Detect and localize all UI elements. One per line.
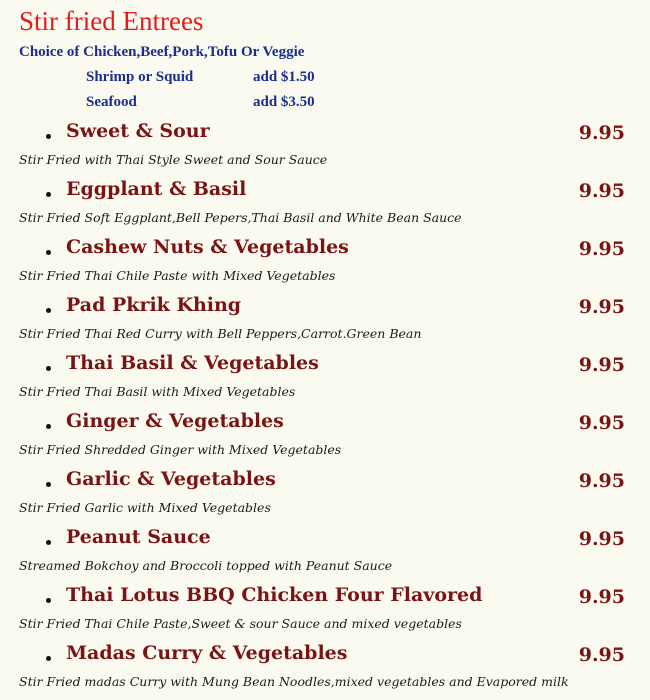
item-price: 9.95	[578, 238, 625, 260]
item-price: 9.95	[578, 412, 625, 434]
addon-name-shrimp-squid: Shrimp or Squid	[86, 69, 194, 85]
bullet-icon	[46, 192, 51, 197]
item-description: Stir Fried madas Curry with Mung Bean Noodles,mixed vegetables and Evapored milk	[19, 674, 569, 689]
bullet-icon	[46, 424, 51, 429]
item-description: Stir Fried Thai Chile Paste,Sweet & sour Sauce and mixed vegetables	[19, 616, 462, 631]
item-description: Streamed Bokchoy and Broccoli topped with Peanut Sauce	[19, 558, 393, 573]
item-name: Thai Lotus BBQ Chicken Four Flavored	[66, 584, 483, 606]
item-name: Cashew Nuts & Vegetables	[66, 236, 349, 258]
bullet-icon	[46, 250, 51, 255]
item-description: Stir Fried with Thai Style Sweet and Sour Sauce	[19, 152, 328, 167]
item-description: Stir Fried Soft Eggplant,Bell Pepers,Thai Basil and White Bean Sauce	[19, 210, 462, 225]
item-price: 9.95	[578, 470, 625, 492]
item-price: 9.95	[578, 296, 625, 318]
menu-items-list	[0, 120, 650, 700]
menu-item	[0, 642, 650, 700]
item-description: Stir Fried Thai Basil with Mixed Vegetables	[19, 384, 296, 399]
menu-item	[0, 236, 650, 294]
menu-item	[0, 468, 650, 526]
item-name: Madas Curry & Vegetables	[66, 642, 348, 664]
menu-item	[0, 178, 650, 236]
item-price: 9.95	[578, 180, 625, 202]
bullet-icon	[46, 540, 51, 545]
item-description: Stir Fried Thai Chile Paste with Mixed Vegetables	[19, 268, 336, 283]
item-price: 9.95	[578, 122, 625, 144]
item-description: Stir Fried Thai Red Curry with Bell Peppers,Carrot.Green Bean	[19, 326, 422, 341]
item-name: Thai Basil & Vegetables	[66, 352, 319, 374]
protein-choice-text: Choice of Chicken,Beef,Pork,Tofu Or Veggie	[19, 44, 305, 60]
item-description: Stir Fried Garlic with Mixed Vegetables	[19, 500, 271, 515]
addon-price-seafood: add $3.50	[253, 94, 315, 110]
page-title: Stir fried Entrees	[19, 6, 204, 36]
item-price: 9.95	[578, 586, 625, 608]
bullet-icon	[46, 656, 51, 661]
item-price: 9.95	[578, 354, 625, 376]
item-name: Sweet & Sour	[66, 120, 210, 142]
bullet-icon	[46, 598, 51, 603]
item-description: Stir Fried Shredded Ginger with Mixed Vegetables	[19, 442, 342, 457]
bullet-icon	[46, 308, 51, 313]
item-name: Pad Pkrik Khing	[66, 294, 242, 316]
bullet-icon	[46, 482, 51, 487]
menu-item	[0, 410, 650, 468]
item-price: 9.95	[578, 528, 625, 550]
item-name: Peanut Sauce	[66, 526, 211, 548]
menu-item	[0, 526, 650, 584]
bullet-icon	[46, 134, 51, 139]
addon-price-shrimp-squid: add $1.50	[253, 69, 315, 85]
item-name: Ginger & Vegetables	[66, 410, 284, 432]
item-name: Garlic & Vegetables	[66, 468, 276, 490]
bullet-icon	[46, 366, 51, 371]
item-price: 9.95	[578, 644, 625, 666]
addon-name-seafood: Seafood	[86, 94, 137, 110]
menu-item	[0, 294, 650, 352]
menu-item	[0, 120, 650, 178]
item-name: Eggplant & Basil	[66, 178, 247, 200]
menu-item	[0, 584, 650, 642]
menu-item	[0, 352, 650, 410]
